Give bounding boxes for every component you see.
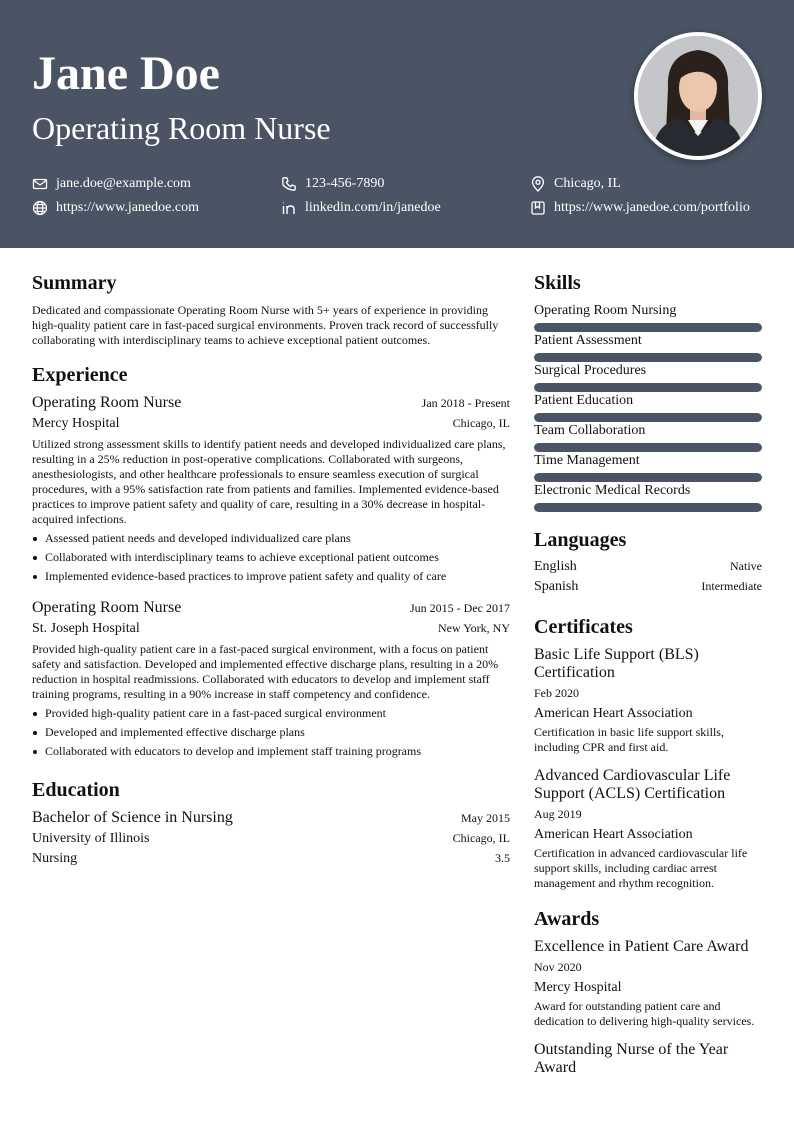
certificate-2-date: Aug 2019 bbox=[534, 807, 582, 821]
list-item: Implemented evidence-based practices to improve patient safety and quality of care bbox=[32, 569, 512, 588]
contact-phone[interactable]: 123-456-7890 bbox=[281, 175, 384, 193]
job-2-org bbox=[32, 621, 510, 637]
job-1-bullets bbox=[32, 531, 512, 588]
contact-linkedin[interactable]: linkedin.com/in/janedoe bbox=[281, 199, 441, 217]
award-1-issuer: Mercy Hospital bbox=[534, 980, 622, 995]
linkedin-icon bbox=[281, 200, 297, 216]
skill-bar-fill bbox=[534, 503, 762, 512]
portfolio-icon bbox=[530, 200, 546, 216]
skill-bar-fill bbox=[534, 473, 762, 482]
skill-label: Team Collaboration bbox=[534, 423, 646, 438]
language-row bbox=[534, 579, 762, 595]
skill-label: Operating Room Nursing bbox=[534, 303, 677, 318]
contact-website[interactable]: https://www.janedoe.com bbox=[32, 199, 199, 217]
education-heading: Education bbox=[32, 779, 120, 801]
job-1-company: Mercy Hospital bbox=[32, 416, 120, 431]
summary-text: Dedicated and compassionate Operating Room Nurse with 5+ years of experience in providing high-quality patient care in fast-paced surgical environments. Proven track record of successfully collaborating with interdisciplinary teams to achieve exceptional patient outcomes. bbox=[32, 303, 499, 347]
language-row bbox=[534, 559, 762, 575]
skill-bar bbox=[534, 473, 762, 482]
job-1-location: Chicago, IL bbox=[452, 416, 510, 430]
certificates-heading: Certificates bbox=[534, 616, 633, 638]
skill-label: Patient Assessment bbox=[534, 333, 642, 348]
location-icon bbox=[530, 176, 546, 192]
education-school-row bbox=[32, 831, 510, 847]
resume-header bbox=[0, 0, 794, 248]
certificate-2-title: Advanced Cardiovascular Life Support (ACLS) Certification bbox=[534, 767, 731, 802]
job-1-header bbox=[32, 394, 510, 412]
skill-bar bbox=[534, 503, 762, 512]
job-2-company: St. Joseph Hospital bbox=[32, 621, 140, 636]
job-2-title: Operating Room Nurse bbox=[32, 599, 182, 616]
job-2-dates: Jun 2015 - Dec 2017 bbox=[410, 601, 510, 615]
list-item: Collaborated with educators to develop and implement staff training programs bbox=[32, 744, 512, 763]
skill-label: Time Management bbox=[534, 453, 640, 468]
mail-icon bbox=[32, 176, 48, 192]
job-1-description: Utilized strong assessment skills to identify patient needs and developed individualized care plans, resulting in a 25% reduction in post-operative complications. Collaborated with surgeons, anesthesiologists, and other healthcare professionals to ensure seamless execution of surgical procedures, with a 95% satisfaction rate from patients and families. Implemented evidence-based practices to improve patient safety and quality of care, resulting in a 30% decrease in hospital- acquired infections. bbox=[32, 437, 506, 526]
contact-portfolio[interactable]: https://www.janedoe.com/portfolio bbox=[530, 199, 750, 217]
awards-heading: Awards bbox=[534, 908, 600, 930]
summary-heading: Summary bbox=[32, 272, 117, 294]
job-1-title: Operating Room Nurse bbox=[32, 394, 182, 411]
language-name: English bbox=[534, 559, 577, 574]
job-2-location: New York, NY bbox=[437, 621, 510, 635]
profile-photo bbox=[634, 32, 762, 160]
skill-bar-fill bbox=[534, 353, 762, 362]
certificate-1-description: Certification in basic life support skills, including CPR and first aid. bbox=[534, 725, 724, 754]
phone-icon bbox=[281, 176, 297, 192]
skill-bar bbox=[534, 383, 762, 392]
contact-email[interactable]: jane.doe@example.com bbox=[32, 175, 191, 193]
education-date: May 2015 bbox=[461, 811, 510, 825]
education-field-row bbox=[32, 851, 510, 867]
certificate-2-issuer: American Heart Association bbox=[534, 827, 693, 842]
skill-bar bbox=[534, 443, 762, 452]
education-degree-row bbox=[32, 809, 510, 827]
award-1-title: Excellence in Patient Care Award bbox=[534, 938, 749, 955]
job-2-bullets bbox=[32, 706, 512, 763]
skill-bar-fill bbox=[534, 323, 762, 332]
certificate-1-title: Basic Life Support (BLS) Certification bbox=[534, 646, 699, 681]
skill-label: Electronic Medical Records bbox=[534, 483, 691, 498]
skill-bar bbox=[534, 323, 762, 332]
job-2-header bbox=[32, 599, 510, 617]
award-1-date: Nov 2020 bbox=[534, 960, 582, 974]
job-1-dates: Jan 2018 - Present bbox=[421, 396, 510, 410]
education-degree: Bachelor of Science in Nursing bbox=[32, 809, 233, 826]
list-item: Provided high-quality patient care in a fast-paced surgical environment bbox=[32, 706, 512, 725]
skills-heading: Skills bbox=[534, 272, 581, 294]
certificate-1-issuer: American Heart Association bbox=[534, 706, 693, 721]
award-2-title: Outstanding Nurse of the Year Award bbox=[534, 1041, 729, 1076]
language-level: Native bbox=[730, 559, 762, 573]
candidate-name: Jane Doe bbox=[32, 47, 220, 100]
job-1-org bbox=[32, 416, 510, 432]
skill-label: Patient Education bbox=[534, 393, 634, 408]
skill-bar-fill bbox=[534, 383, 762, 392]
certificate-1-date: Feb 2020 bbox=[534, 686, 579, 700]
skill-bar-fill bbox=[534, 413, 762, 422]
globe-icon bbox=[32, 200, 48, 216]
language-name: Spanish bbox=[534, 579, 579, 594]
job-2-description: Provided high-quality patient care in a fast-paced surgical environment, with a focus on patient safety and satisfaction. Developed and implemented effective discharge plans, resulting in a 20% reduction in hospital readmissions. Collaborated with educators to develop and implement staff training programs, resulting in a 90% increase in staff competency and confidence. bbox=[32, 642, 499, 701]
language-level: Intermediate bbox=[701, 579, 762, 593]
list-item: Assessed patient needs and developed individualized care plans bbox=[32, 531, 512, 550]
contact-location: Chicago, IL bbox=[530, 175, 621, 193]
skill-bar bbox=[534, 413, 762, 422]
education-location: Chicago, IL bbox=[452, 831, 510, 845]
list-item: Collaborated with interdisciplinary teams to achieve exceptional patient outcomes bbox=[32, 550, 512, 569]
languages-heading: Languages bbox=[534, 529, 627, 551]
experience-heading: Experience bbox=[32, 364, 128, 386]
certificate-2-description: Certification in advanced cardiovascular life support skills, including cardiac arrest management and rhythm recognition. bbox=[534, 846, 748, 890]
education-field: Nursing bbox=[32, 851, 78, 866]
skill-label: Surgical Procedures bbox=[534, 363, 647, 378]
candidate-title: Operating Room Nurse bbox=[32, 110, 331, 146]
skill-bar-fill bbox=[534, 443, 762, 452]
award-1-description: Award for outstanding patient care and dedication to delivering high-quality services. bbox=[534, 999, 755, 1028]
education-gpa: 3.5 bbox=[495, 851, 510, 865]
skill-bar bbox=[534, 353, 762, 362]
education-school: University of Illinois bbox=[32, 831, 150, 846]
list-item: Developed and implemented effective discharge plans bbox=[32, 725, 512, 744]
